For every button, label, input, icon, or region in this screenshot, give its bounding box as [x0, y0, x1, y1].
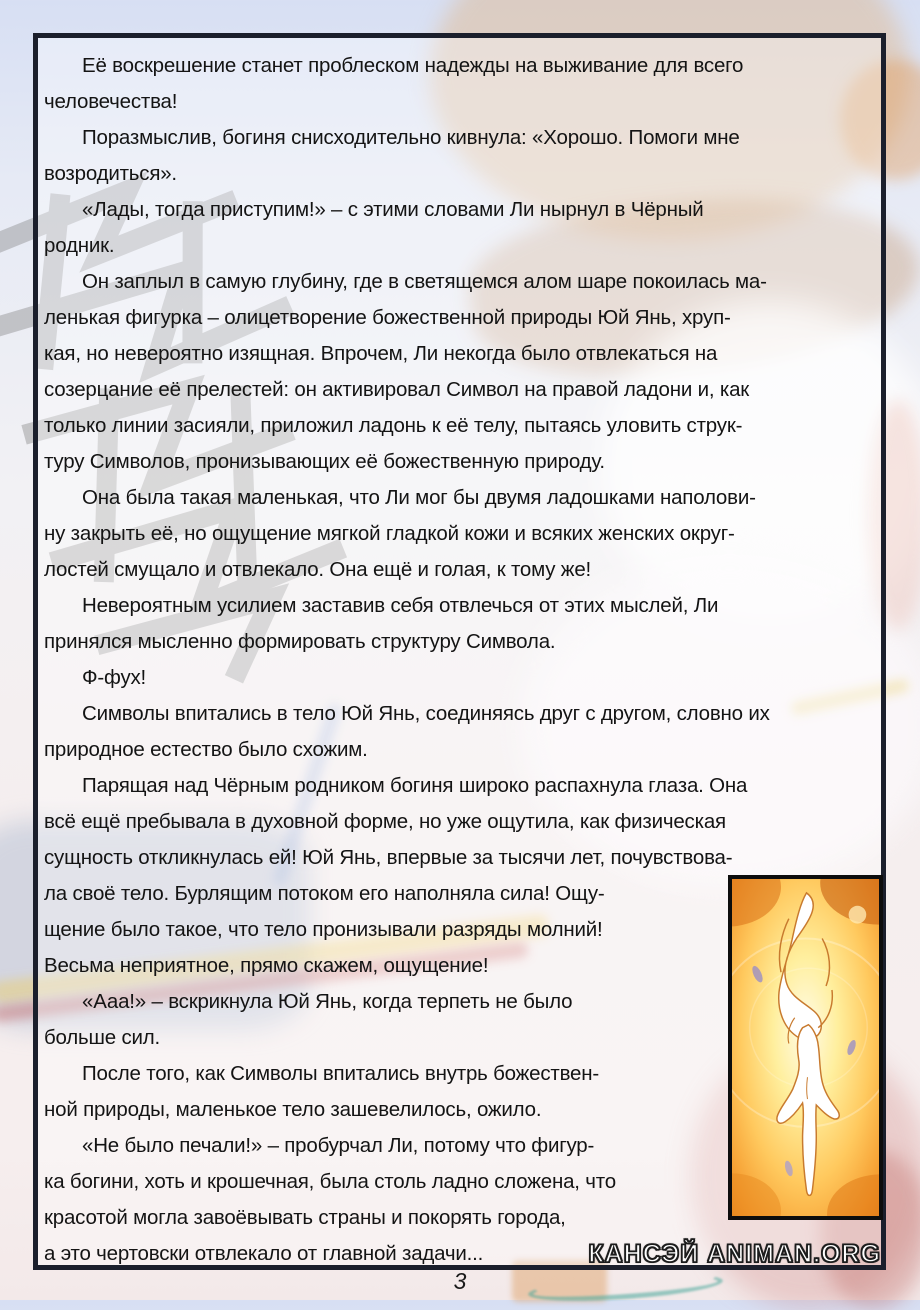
text-line: созерцание её прелестей: он активировал Символ на правой ладони и, как	[44, 378, 750, 401]
text-line: ка богини, хоть и крошечная, была столь ладно сложена, что	[44, 1170, 616, 1193]
text-line: только линии засияли, приложил ладонь к её телу, пытаясь уловить струк-	[44, 414, 743, 437]
goddess-figure-illustration	[732, 879, 879, 1216]
text-line: кая, но невероятно изящная. Впрочем, Ли некогда было отвлекаться на	[44, 342, 718, 365]
text-line: ла своё тело. Бурлящим потоком его наполняла сила! Ощу-	[44, 882, 605, 905]
text-line: ну закрыть её, но ощущение мягкой гладкой кожи и всяких женских округ-	[44, 522, 735, 545]
text-line: всё ещё пребывала в духовной форме, но уже ощутила, как физическая	[44, 810, 726, 833]
text-line: Парящая над Чёрным родником богиня широко распахнула глаза. Она	[82, 774, 748, 797]
text-line: «Лады, тогда приступим!» – с этими словами Ли нырнул в Чёрный	[82, 198, 704, 221]
text-line: Он заплыл в самую глубину, где в светящемся алом шаре покоилась ма-	[82, 270, 767, 293]
text-line: возродиться».	[44, 162, 177, 185]
text-line: Символы впитались в тело Юй Янь, соединяясь друг с другом, словно их	[82, 702, 770, 725]
page-number: 3	[453, 1268, 467, 1294]
page-frame	[33, 33, 886, 1270]
text-line: Её воскрешение станет проблеском надежды на выживание для всего	[82, 54, 744, 77]
text-line: человечества!	[44, 90, 178, 113]
text-line: туру Символов, пронизывающих её божественную природу.	[44, 450, 605, 473]
text-line: родник.	[44, 234, 115, 257]
text-line: больше сил.	[44, 1026, 161, 1049]
text-line: «Ааа!» – вскрикнула Юй Янь, когда терпеть не было	[82, 990, 573, 1013]
text-line: ленькая фигурка – олицетворение божественной природы Юй Янь, хруп-	[44, 306, 731, 329]
text-line: Весьма неприятное, прямо скажем, ощущение!	[44, 954, 489, 977]
text-line: красотой могла завоёвывать страны и покорять города,	[44, 1206, 566, 1229]
text-line: принялся мысленно формировать структуру Символа.	[44, 630, 556, 653]
text-line: «Не было печали!» – пробурчал Ли, потому что фигур-	[82, 1134, 595, 1157]
text-line: ной природы, маленькое тело зашевелилось, ожило.	[44, 1098, 542, 1121]
text-line: Она была такая маленькая, что Ли мог бы двумя ладошками наполови-	[82, 486, 756, 509]
text-line: природное естество было схожим.	[44, 738, 368, 761]
text-line: Ф-фух!	[82, 666, 147, 689]
text-line: Поразмыслив, богиня снисходительно кивнула: «Хорошо. Помоги мне	[82, 126, 740, 149]
text-line: щение было такое, что тело пронизывали разряды молний!	[44, 918, 603, 941]
text-line: Невероятным усилием заставив себя отвлечься от этих мыслей, Ли	[82, 594, 719, 617]
inset-panel	[728, 875, 883, 1220]
text-line: После того, как Символы впитались внутрь божествен-	[82, 1062, 600, 1085]
text-line: а это чертовски отвлекало от главной задачи...	[44, 1242, 484, 1265]
text-line: сущность откликнулась ей! Юй Янь, впервые за тысячи лет, почувствова-	[44, 846, 733, 869]
site-watermark: КАНСЭЙ ANIMAN.ORG	[588, 1240, 881, 1268]
text-line: лостей смущало и отвлекало. Она ещё и голая, к тому же!	[44, 558, 592, 581]
